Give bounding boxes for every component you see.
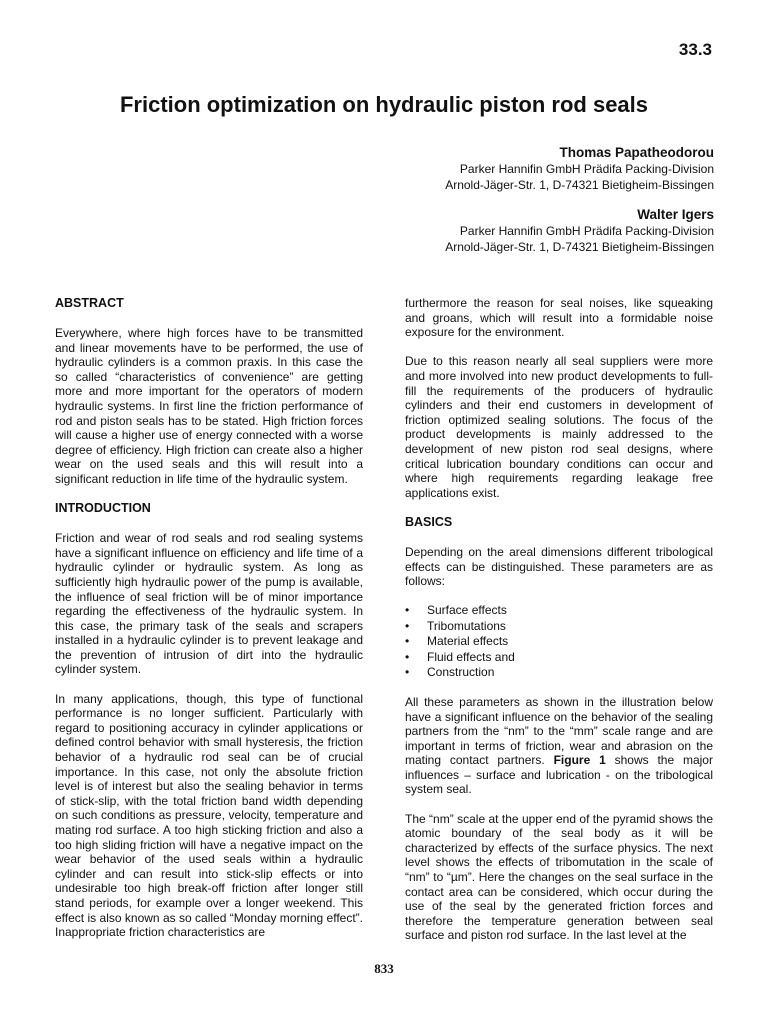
basics-paragraph-2	[405, 695, 713, 797]
author-address: Arnold-Jäger-Str. 1, D-74321 Bietigheim-Bissingen	[445, 178, 714, 192]
paper-title: Friction optimization on hydraulic piston rod seals	[119, 92, 649, 117]
effects-list	[405, 603, 713, 680]
list-item: • Tribomutations	[405, 619, 713, 634]
author-affiliation: Parker Hannifin GmbH Prädifa Packing-Division	[459, 224, 714, 238]
list-item: • Material effects	[405, 634, 713, 649]
introduction-heading: INTRODUCTION	[55, 501, 151, 516]
list-item: • Construction	[405, 665, 713, 680]
right-column	[405, 296, 713, 958]
basics-paragraph-3: The “nm” scale at the upper end of the pyramid shows the atomic boundary of the seal body as it will be characterized by effects of the surface physics. The next level shows the effects of tribomutation in the scale of “nm” to “µm”. Here the changes on the seal surface in the contact area can be considered, which occur during the use of the seal by the generated friction forces and therefore the temperature generation between seal surface and piston rod surface. In the last level at the	[405, 811, 713, 943]
intro-paragraph-2: In many applications, though, this type of functional performance is no longer sufficient. Particularly with regard to positioning accuracy in cylinder applications or defined control behavior with small hysteresis, the friction behavior of a hydraulic rod seal can be of crucial importance. In this case, not only the absolute friction level is of interest but also the sealing behavior in terms of stick-slip, with the total friction band width depending on such conditions as pressure, velocity, temperature and mating rod surface. A too high sticking friction and also a too high sliding friction will have a negative impact on the wear behavior of the used seals within a hydraulic cylinder and can result into stick-slip effects or into undesirable too high break-off friction after longer still stand periods, for example over a longer weekend. This effect is also known as so called “Monday morning effect”. Inappropriate friction characteristics are	[55, 691, 363, 940]
author-name: Walter Igers	[637, 207, 714, 222]
abstract-heading: ABSTRACT	[55, 296, 124, 310]
text-run: All these parameters as shown in the illustration below have a significant influence on the behavior of the sealing partners from the “nm” to the “mm” scale range and are important in terms of friction, wear and abrasion on the mating contact partners.	[405, 694, 713, 768]
list-item: • Surface effects	[405, 603, 713, 618]
author-name: Thomas Papatheodorou	[559, 145, 714, 160]
basics-heading: BASICS	[405, 514, 453, 529]
figure-reference[interactable]: Figure 1	[553, 753, 606, 768]
basics-paragraph-1: Depending on the areal dimensions different tribological effects can be distinguished. These parameters are as follows:	[405, 544, 713, 589]
suppliers-paragraph: Due to this reason nearly all seal suppliers were more and more involved into new product developments to full-fill the requirements of the producers of hydraulic cylinders and their end customers in development of friction optimized sealing solutions. The focus of the product developments is mainly addressed to the development of new piston rod seal designs, where critical lubrication boundary conditions can occur and where high requirements regarding leakage free applications exist.	[405, 354, 713, 500]
intro-paragraph-1: Friction and wear of rod seals and rod sealing systems have a significant influence on efficiency and life time of a hydraulic cylinder or hydraulic system. As long as sufficiently high hydraulic power of the pump is available, the influence of seal friction will be of minor importance regarding the effectiveness of the hydraulic system. In this case, the primary task of the seals and scrapers installed in a hydraulic cylinder is to prevent leakage and the prevention of intrusion of dirt into the hydraulic cylinder system.	[55, 531, 363, 677]
author-1	[294, 144, 714, 193]
list-item: • Fluid effects and	[405, 650, 713, 665]
author-address: Arnold-Jäger-Str. 1, D-74321 Bietigheim-Bissingen	[445, 240, 714, 254]
left-column	[55, 296, 363, 954]
section-number: 33.3	[678, 40, 712, 59]
author-2	[294, 206, 714, 255]
continued-paragraph: furthermore the reason for seal noises, like squeaking and groans, which will result into a formidable noise exposure for the environment.	[405, 296, 713, 340]
author-block	[294, 144, 714, 268]
author-affiliation: Parker Hannifin GmbH Prädifa Packing-Division	[459, 162, 714, 176]
page-number: 833	[374, 961, 394, 976]
text-run: shows the major influences – surface and lubrication - on the tribological system seal.	[405, 753, 713, 797]
abstract-paragraph: Everywhere, where high forces have to be transmitted and linear movements have to be performed, the use of hydraulic cylinders is a common praxis. In this case the so called “characteristics of convenience” are getting more and more important for the operators of modern hydraulic systems. In first line the friction performance of rod and piston seals has to be stated. High friction forces will cause a higher use of energy connected with a worse degree of efficiency. High friction can create also a higher wear on the used seals and this will result into a significant reduction in life time of the hydraulic system.	[55, 326, 363, 486]
